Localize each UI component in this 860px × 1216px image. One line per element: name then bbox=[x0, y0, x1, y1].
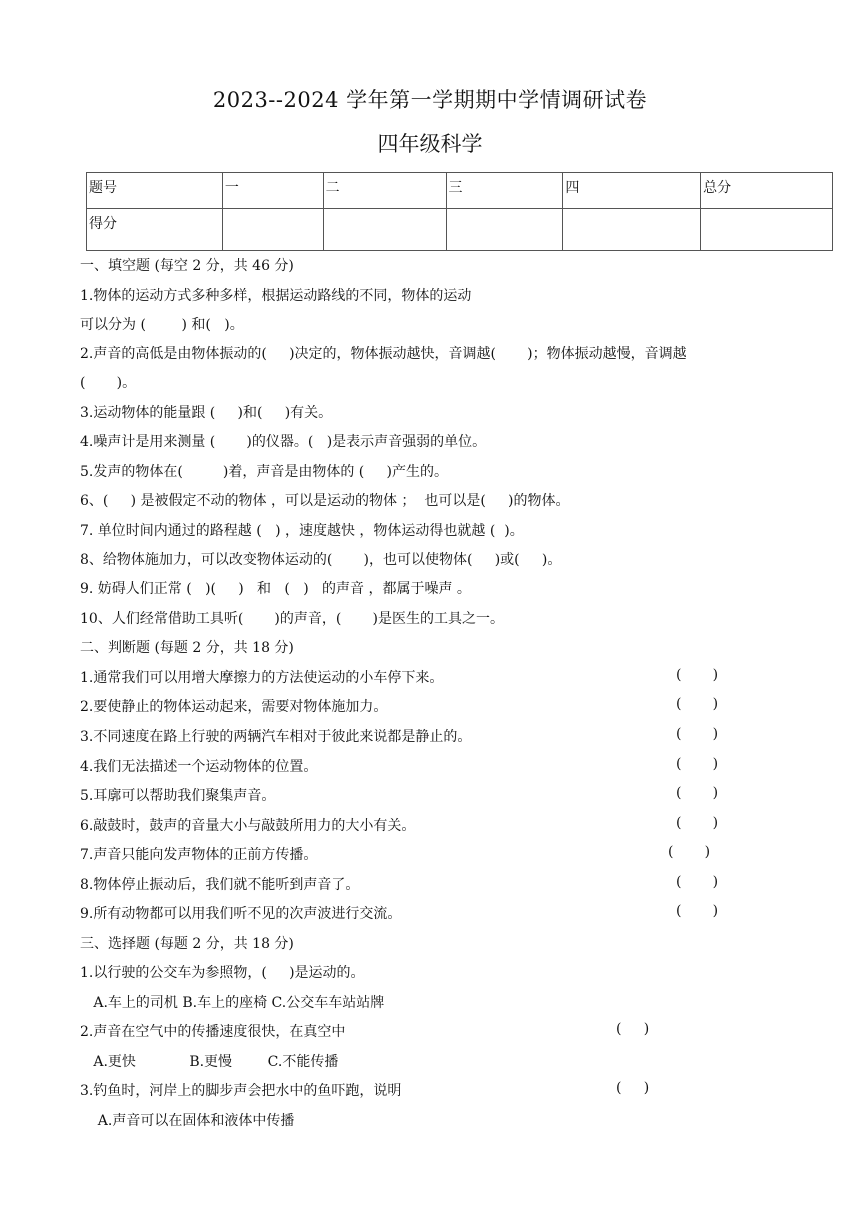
answer-parenthesis[interactable]: ( ) bbox=[676, 874, 719, 890]
score-header-cell: 一 bbox=[222, 173, 323, 209]
question-line: 9. 妨碍人们正常 ( )( ) 和 ( ) 的声音 ，都属于噪声 。 bbox=[80, 581, 471, 597]
score-cell[interactable] bbox=[563, 209, 701, 251]
question-line: 8.物体停止振动后，我们就不能听到声音了。 bbox=[80, 877, 360, 893]
answer-parenthesis[interactable]: ( ) bbox=[668, 844, 711, 860]
choice-options: A.更快 B.更慢 C.不能传播 bbox=[80, 1054, 339, 1070]
question-line: 8、给物体施加力，可以改变物体运动的( )，也可以使物体( )或( )。 bbox=[80, 552, 562, 568]
question-line: 3.运动物体的能量跟 ( )和( )有关。 bbox=[80, 405, 333, 421]
question-line: 3.钓鱼时，河岸上的脚步声会把水中的鱼吓跑，说明 bbox=[80, 1083, 402, 1099]
choice-options: A.声音可以在固体和液体中传播 bbox=[80, 1113, 295, 1129]
answer-parenthesis[interactable]: ( ) bbox=[676, 726, 719, 742]
exam-subtitle: 四年级科学 bbox=[377, 132, 483, 156]
score-header-cell: 四 bbox=[563, 173, 701, 209]
exam-title: 2023--2024 学年第一学期期中学情调研试卷 bbox=[212, 88, 648, 112]
question-line: 7.声音只能向发声物体的正前方传播。 bbox=[80, 847, 318, 863]
answer-parenthesis[interactable]: ( ) bbox=[676, 696, 719, 712]
score-row-label: 得分 bbox=[87, 209, 223, 251]
question-line: 2.要使静止的物体运动起来，需要对物体施加力。 bbox=[80, 699, 388, 715]
score-header-cell: 题号 bbox=[87, 173, 223, 209]
answer-parenthesis[interactable]: ( ) bbox=[676, 785, 719, 801]
question-line: 4.噪声计是用来测量 ( )的仪器。( )是表示声音强弱的单位。 bbox=[80, 434, 487, 450]
question-line: 可以分为 ( ) 和( )。 bbox=[80, 317, 244, 333]
score-table-header-row bbox=[87, 173, 833, 209]
answer-parenthesis[interactable]: ( ) bbox=[616, 1080, 650, 1096]
score-header-cell: 三 bbox=[446, 173, 563, 209]
question-line: 6.敲鼓时，鼓声的音量大小与敲鼓所用力的大小有关。 bbox=[80, 818, 416, 834]
question-line: 9.所有动物都可以用我们听不见的次声波进行交流。 bbox=[80, 906, 402, 922]
question-line: 3.不同速度在路上行驶的两辆汽车相对于彼此来说都是静止的。 bbox=[80, 729, 472, 745]
answer-parenthesis[interactable]: ( ) bbox=[676, 903, 719, 919]
question-line: 7. 单位时间内通过的路程越 ( ) ，速度越快 ，物体运动得也就越 ( )。 bbox=[80, 523, 524, 539]
section-heading-multiple-choice: 三、选择题 (每题 2 分，共 18 分) bbox=[80, 936, 294, 952]
question-line: 5.耳廓可以帮助我们聚集声音。 bbox=[80, 788, 276, 804]
choice-options: A.车上的司机 B.车上的座椅 C.公交车车站站牌 bbox=[80, 995, 385, 1011]
score-cell[interactable] bbox=[701, 209, 833, 251]
question-line: ( )。 bbox=[80, 375, 137, 391]
section-heading-fill-blank: 一、填空题 (每空 2 分，共 46 分) bbox=[80, 258, 294, 274]
question-line: 2.声音在空气中的传播速度很快，在真空中 bbox=[80, 1024, 346, 1040]
question-line: 2.声音的高低是由物体振动的( )决定的，物体振动越快，音调越( )；物体振动越慢，音调越 bbox=[80, 346, 687, 362]
question-line: 10、人们经常借助工具听( )的声音，( )是医生的工具之一。 bbox=[80, 611, 504, 627]
question-line: 1.以行驶的公交车为参照物，( )是运动的。 bbox=[80, 965, 365, 981]
answer-parenthesis[interactable]: ( ) bbox=[676, 815, 719, 831]
score-cell[interactable] bbox=[222, 209, 323, 251]
score-cell[interactable] bbox=[323, 209, 446, 251]
score-table-score-row bbox=[87, 209, 833, 251]
question-line: 5.发声的物体在( )着，声音是由物体的 ( )产生的。 bbox=[80, 464, 448, 480]
question-line: 6、( ) 是被假定不动的物体 ，可以是运动的物体 ； 也可以是( )的物体。 bbox=[80, 493, 570, 509]
question-line: 4.我们无法描述一个运动物体的位置。 bbox=[80, 759, 318, 775]
answer-parenthesis[interactable]: ( ) bbox=[676, 667, 719, 683]
score-header-cell: 二 bbox=[323, 173, 446, 209]
question-line: 1.物体的运动方式多种多样，根据运动路线的不同，物体的运动 bbox=[80, 288, 472, 304]
answer-parenthesis[interactable]: ( ) bbox=[676, 756, 719, 772]
section-heading-true-false: 二、判断题 (每题 2 分，共 18 分) bbox=[80, 640, 294, 656]
answer-parenthesis[interactable]: ( ) bbox=[616, 1021, 650, 1037]
question-line: 1.通常我们可以用增大摩擦力的方法使运动的小车停下来。 bbox=[80, 670, 444, 686]
score-header-cell: 总分 bbox=[701, 173, 833, 209]
score-table bbox=[86, 172, 833, 251]
score-cell[interactable] bbox=[446, 209, 563, 251]
